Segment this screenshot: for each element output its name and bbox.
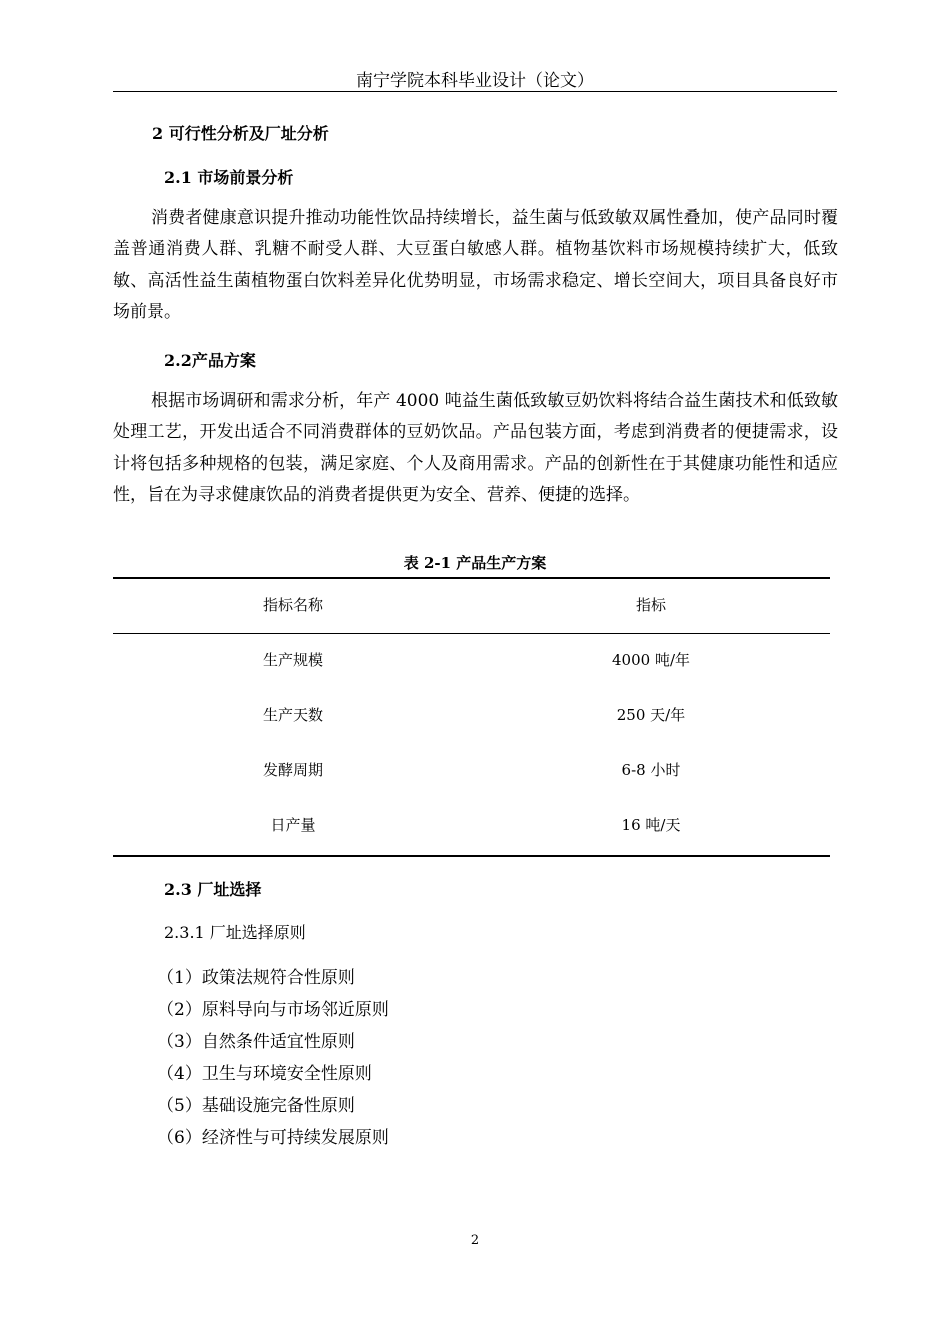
list-item: （5）基础设施完备性原则 <box>157 1096 355 1116</box>
page-number: 2 <box>470 1233 480 1248</box>
running-header: 南宁学院本科毕业设计（论文） <box>356 71 594 91</box>
table-header-indicator-name: 指标名称 <box>262 596 323 614</box>
table-caption: 表 2-1 产品生产方案 <box>403 554 547 572</box>
list-item: （6）经济性与可持续发展原则 <box>157 1128 389 1148</box>
market-paragraph: 消费者健康意识提升推动功能性饮品持续增长，益生菌与低致敏双属性叠加，使产品同时覆盖普通消费人群、乳糖不耐受人群、大豆蛋白敏感人群。植物基饮料市场规模持续扩大，低致敏、高活性益生菌植物蛋白饮料差异化优势明显，市场需求稳定、增长空间大，项目具备良好市场前景。 <box>113 208 838 323</box>
product-paragraph: 根据市场调研和需求分析，年产 4000 吨益生菌低致敏豆奶饮料将结合益生菌技术和低致敏处理工艺，开发出适合不同消费群体的豆奶饮品。产品包装方面，考虑到消费者的便捷需求，设计将包括多种规格的包装，满足家庭、个人及商用需求。产品的创新性在于其健康功能性和适应性，旨在为寻求健康饮品的消费者提供更为安全、营养、便捷的选择。 <box>113 391 838 506</box>
subsection-heading-market: 2.1 市场前景分析 <box>164 168 294 187</box>
table-cell: 生产天数 <box>262 706 323 724</box>
table-cell: 6-8 小时 <box>621 761 681 779</box>
subsubsection-heading-principles: 2.3.1 厂址选择原则 <box>164 923 306 942</box>
table-cell: 发酵周期 <box>262 761 323 779</box>
section-heading: 2 可行性分析及厂址分析 <box>152 124 329 143</box>
table-bottom-rule <box>113 855 830 857</box>
list-item: （1）政策法规符合性原则 <box>157 968 355 988</box>
table-cell: 日产量 <box>270 816 316 834</box>
table-cell: 生产规模 <box>262 651 323 669</box>
list-item: （4）卫生与环境安全性原则 <box>157 1064 372 1084</box>
list-item: （3）自然条件适宜性原则 <box>157 1032 355 1052</box>
subsection-heading-product: 2.2产品方案 <box>164 351 256 370</box>
subsection-heading-site: 2.3 厂址选择 <box>164 880 262 899</box>
table-cell: 4000 吨/年 <box>612 651 690 669</box>
table-cell: 16 吨/天 <box>621 816 681 834</box>
table-cell: 250 天/年 <box>616 706 686 724</box>
header-rule <box>113 91 837 92</box>
table-header-indicator: 指标 <box>635 596 666 614</box>
table-header-rule <box>113 633 830 634</box>
list-item: （2）原料导向与市场邻近原则 <box>157 1000 389 1020</box>
table-top-rule <box>113 577 830 579</box>
